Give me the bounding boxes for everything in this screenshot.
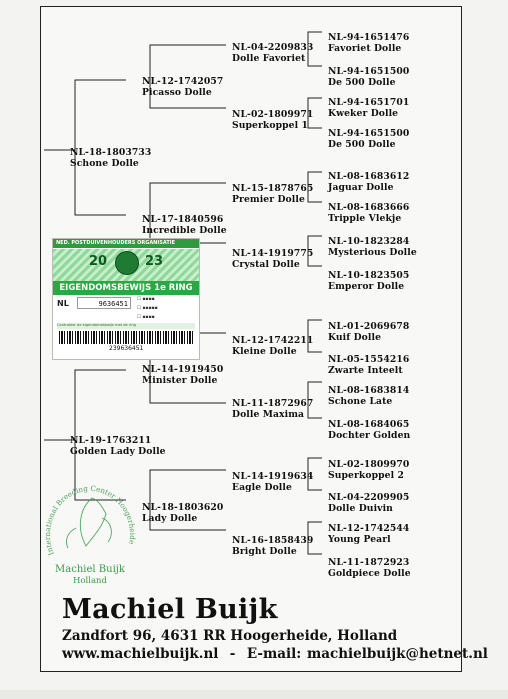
ring-card-year-left: 20 bbox=[89, 254, 108, 269]
pigeon-name: Tripple Vlekje bbox=[328, 213, 402, 224]
ring-number: NL-08-1684065 bbox=[328, 419, 410, 430]
ring-number: NL-02-1809971 bbox=[232, 109, 314, 120]
pedigree-entry-g4 bbox=[328, 171, 409, 193]
breeder-name: Machiel Buijk bbox=[62, 594, 278, 625]
pigeon-name: Mysterious Dolle bbox=[328, 247, 417, 258]
ring-number: NL-94-1651500 bbox=[328, 66, 410, 77]
pedigree-entry-g3 bbox=[232, 535, 313, 557]
pedigree-entry-g2 bbox=[142, 214, 227, 236]
lion-emblem-icon bbox=[115, 251, 139, 275]
ring-number: NL-17-1840596 bbox=[142, 214, 224, 225]
pigeon-name: Crystal Dolle bbox=[232, 259, 300, 270]
ring-number: NL-18-1803733 bbox=[70, 147, 152, 158]
ring-card-number: 9636451 bbox=[77, 297, 131, 309]
pedigree-entry-g4 bbox=[328, 459, 409, 481]
pigeon-name: Dochter Golden bbox=[328, 430, 411, 441]
pedigree-entry-g4 bbox=[328, 66, 409, 88]
pedigree-entry-g4 bbox=[328, 419, 410, 441]
ring-number: NL-19-1763211 bbox=[70, 435, 152, 446]
ring-number: NL-94-1651476 bbox=[328, 32, 410, 43]
pigeon-name: Emperor Dolle bbox=[328, 281, 405, 292]
ring-number: NL-10-1823284 bbox=[328, 236, 410, 247]
ring-ownership-card bbox=[52, 238, 200, 360]
pigeon-name: Lady Dolle bbox=[142, 513, 198, 524]
ring-number: NL-08-1683814 bbox=[328, 385, 410, 396]
pigeon-name: Picasso Dolle bbox=[142, 87, 212, 98]
pigeon-name: Jaguar Dolle bbox=[328, 182, 394, 193]
pigeon-name: Favoriet Dolle bbox=[328, 43, 402, 54]
pedigree-entry-g3 bbox=[232, 42, 313, 64]
pigeon-name: Goldpiece Dolle bbox=[328, 568, 411, 579]
pigeon-name: Kleine Dolle bbox=[232, 346, 297, 357]
pedigree-entry-g4 bbox=[328, 202, 409, 224]
pedigree-entry-g4 bbox=[328, 385, 409, 407]
pigeon-name: Superkoppel 2 bbox=[328, 470, 404, 481]
pigeon-name: Incredible Dolle bbox=[142, 225, 227, 236]
pigeon-name: Schone Dolle bbox=[70, 158, 139, 169]
pigeon-name: Eagle Dolle bbox=[232, 482, 292, 493]
ring-number: NL-11-1872967 bbox=[232, 398, 314, 409]
pedigree-entry-dam bbox=[70, 435, 166, 457]
pigeon-name: Dolle Duivin bbox=[328, 503, 393, 514]
ring-number: NL-12-1742544 bbox=[328, 523, 410, 534]
pedigree-entry-g3 bbox=[232, 109, 313, 131]
breeder-contact bbox=[62, 646, 488, 662]
pigeon-name: Kweker Dolle bbox=[328, 108, 399, 119]
ring-number: NL-16-1858439 bbox=[232, 535, 314, 546]
ring-card-title: EIGENDOMSBEWIJS 1e RING bbox=[53, 281, 199, 295]
pigeon-name: Young Pearl bbox=[328, 534, 391, 545]
ring-number: NL-04-2209905 bbox=[328, 492, 410, 503]
ring-card-barcode-number: 239636451 bbox=[109, 345, 144, 352]
stamp-name: Machiel Buijk bbox=[55, 564, 125, 575]
ring-number: NL-14-1919450 bbox=[142, 364, 224, 375]
pigeon-name: Bright Dolle bbox=[232, 546, 297, 557]
ring-number: NL-08-1683666 bbox=[328, 202, 410, 213]
ring-number: NL-18-1803620 bbox=[142, 502, 224, 513]
ring-number: NL-94-1651500 bbox=[328, 128, 410, 139]
ring-number: NL-14-1919775 bbox=[232, 248, 314, 259]
pigeon-name: Dolle Favoriet bbox=[232, 53, 306, 64]
ring-number: NL-05-1554216 bbox=[328, 354, 410, 365]
pedigree-entry-g2 bbox=[142, 76, 223, 98]
ring-number: NL-08-1683612 bbox=[328, 171, 410, 182]
ring-number: NL-94-1651701 bbox=[328, 97, 410, 108]
breeding-center-stamp bbox=[40, 468, 140, 588]
svg-text:International Breeding Center bbox=[43, 484, 137, 557]
pedigree-entry-g3 bbox=[232, 183, 313, 205]
pedigree-entry-g4 bbox=[328, 354, 409, 376]
ring-card-country: NL bbox=[57, 299, 69, 308]
ring-number: NL-11-1872923 bbox=[328, 557, 410, 568]
pedigree-entry-g2 bbox=[142, 502, 223, 524]
website-link[interactable]: www.machielbuijk.nl bbox=[62, 646, 219, 662]
pigeon-name: De 500 Dolle bbox=[328, 139, 396, 150]
pedigree-entry-g2 bbox=[142, 364, 223, 386]
pedigree-entry-g3 bbox=[232, 335, 313, 357]
ring-card-checkboxes: ☐ ▪▪▪▪ ☐ ▪▪▪▪▪ ☐ ▪▪▪▪ bbox=[137, 297, 158, 320]
pedigree-entry-g4 bbox=[328, 321, 409, 343]
pigeon-name: Dolle Maxima bbox=[232, 409, 305, 420]
pedigree-entry-g4 bbox=[328, 523, 409, 545]
pedigree-entry-g3 bbox=[232, 471, 313, 493]
pedigree-entry-g3 bbox=[232, 248, 313, 270]
ring-number: NL-02-1809970 bbox=[328, 459, 410, 470]
contact-separator: - bbox=[224, 646, 242, 662]
ring-number: NL-04-2209833 bbox=[232, 42, 314, 53]
pedigree-entry-g3 bbox=[232, 398, 313, 420]
ring-number: NL-01-2069678 bbox=[328, 321, 410, 332]
pigeon-name: Premier Dolle bbox=[232, 194, 305, 205]
ring-number: NL-12-1742211 bbox=[232, 335, 314, 346]
ring-number: NL-14-1919634 bbox=[232, 471, 314, 482]
pedigree-entry-g4 bbox=[328, 236, 417, 258]
email-link[interactable]: machielbuijk@hetnet.nl bbox=[306, 646, 488, 662]
pedigree-entry-g4 bbox=[328, 270, 409, 292]
pedigree-entry-g4 bbox=[328, 128, 409, 150]
ring-number: NL-12-1742057 bbox=[142, 76, 224, 87]
pigeon-name: Zwarte Inteelt bbox=[328, 365, 403, 376]
email-label: E-mail: bbox=[246, 646, 302, 662]
pedigree-entry-g4 bbox=[328, 492, 409, 514]
pigeon-name: Golden Lady Dolle bbox=[70, 446, 166, 457]
ring-card-fine-print: Controleer de eigendomsbewijs met de ring bbox=[57, 323, 195, 329]
pedigree-entry-sire bbox=[70, 147, 151, 169]
pigeon-name: De 500 Dolle bbox=[328, 77, 396, 88]
pedigree-entry-g4 bbox=[328, 557, 411, 579]
barcode-icon bbox=[59, 331, 193, 344]
pedigree-entry-g4 bbox=[328, 97, 409, 119]
pigeon-name: Minister Dolle bbox=[142, 375, 218, 386]
ring-number: NL-10-1823505 bbox=[328, 270, 410, 281]
pigeon-name: Schone Late bbox=[328, 396, 393, 407]
ring-card-year-right: 23 bbox=[145, 254, 164, 269]
pigeon-name: Kuif Dolle bbox=[328, 332, 382, 343]
breeder-address: Zandfort 96, 4631 RR Hoogerheide, Holland bbox=[62, 628, 398, 644]
ring-card-org: NED. POSTDUIVENHOUDERS ORGANISATIE bbox=[53, 239, 199, 248]
stamp-arc-text: International Breeding Center Hoogerheide bbox=[42, 483, 138, 557]
ring-number: NL-15-1878765 bbox=[232, 183, 314, 194]
pedigree-entry-g4 bbox=[328, 32, 409, 54]
stamp-country: Holland bbox=[73, 576, 107, 586]
pigeon-name: Superkoppel 1 bbox=[232, 120, 308, 131]
